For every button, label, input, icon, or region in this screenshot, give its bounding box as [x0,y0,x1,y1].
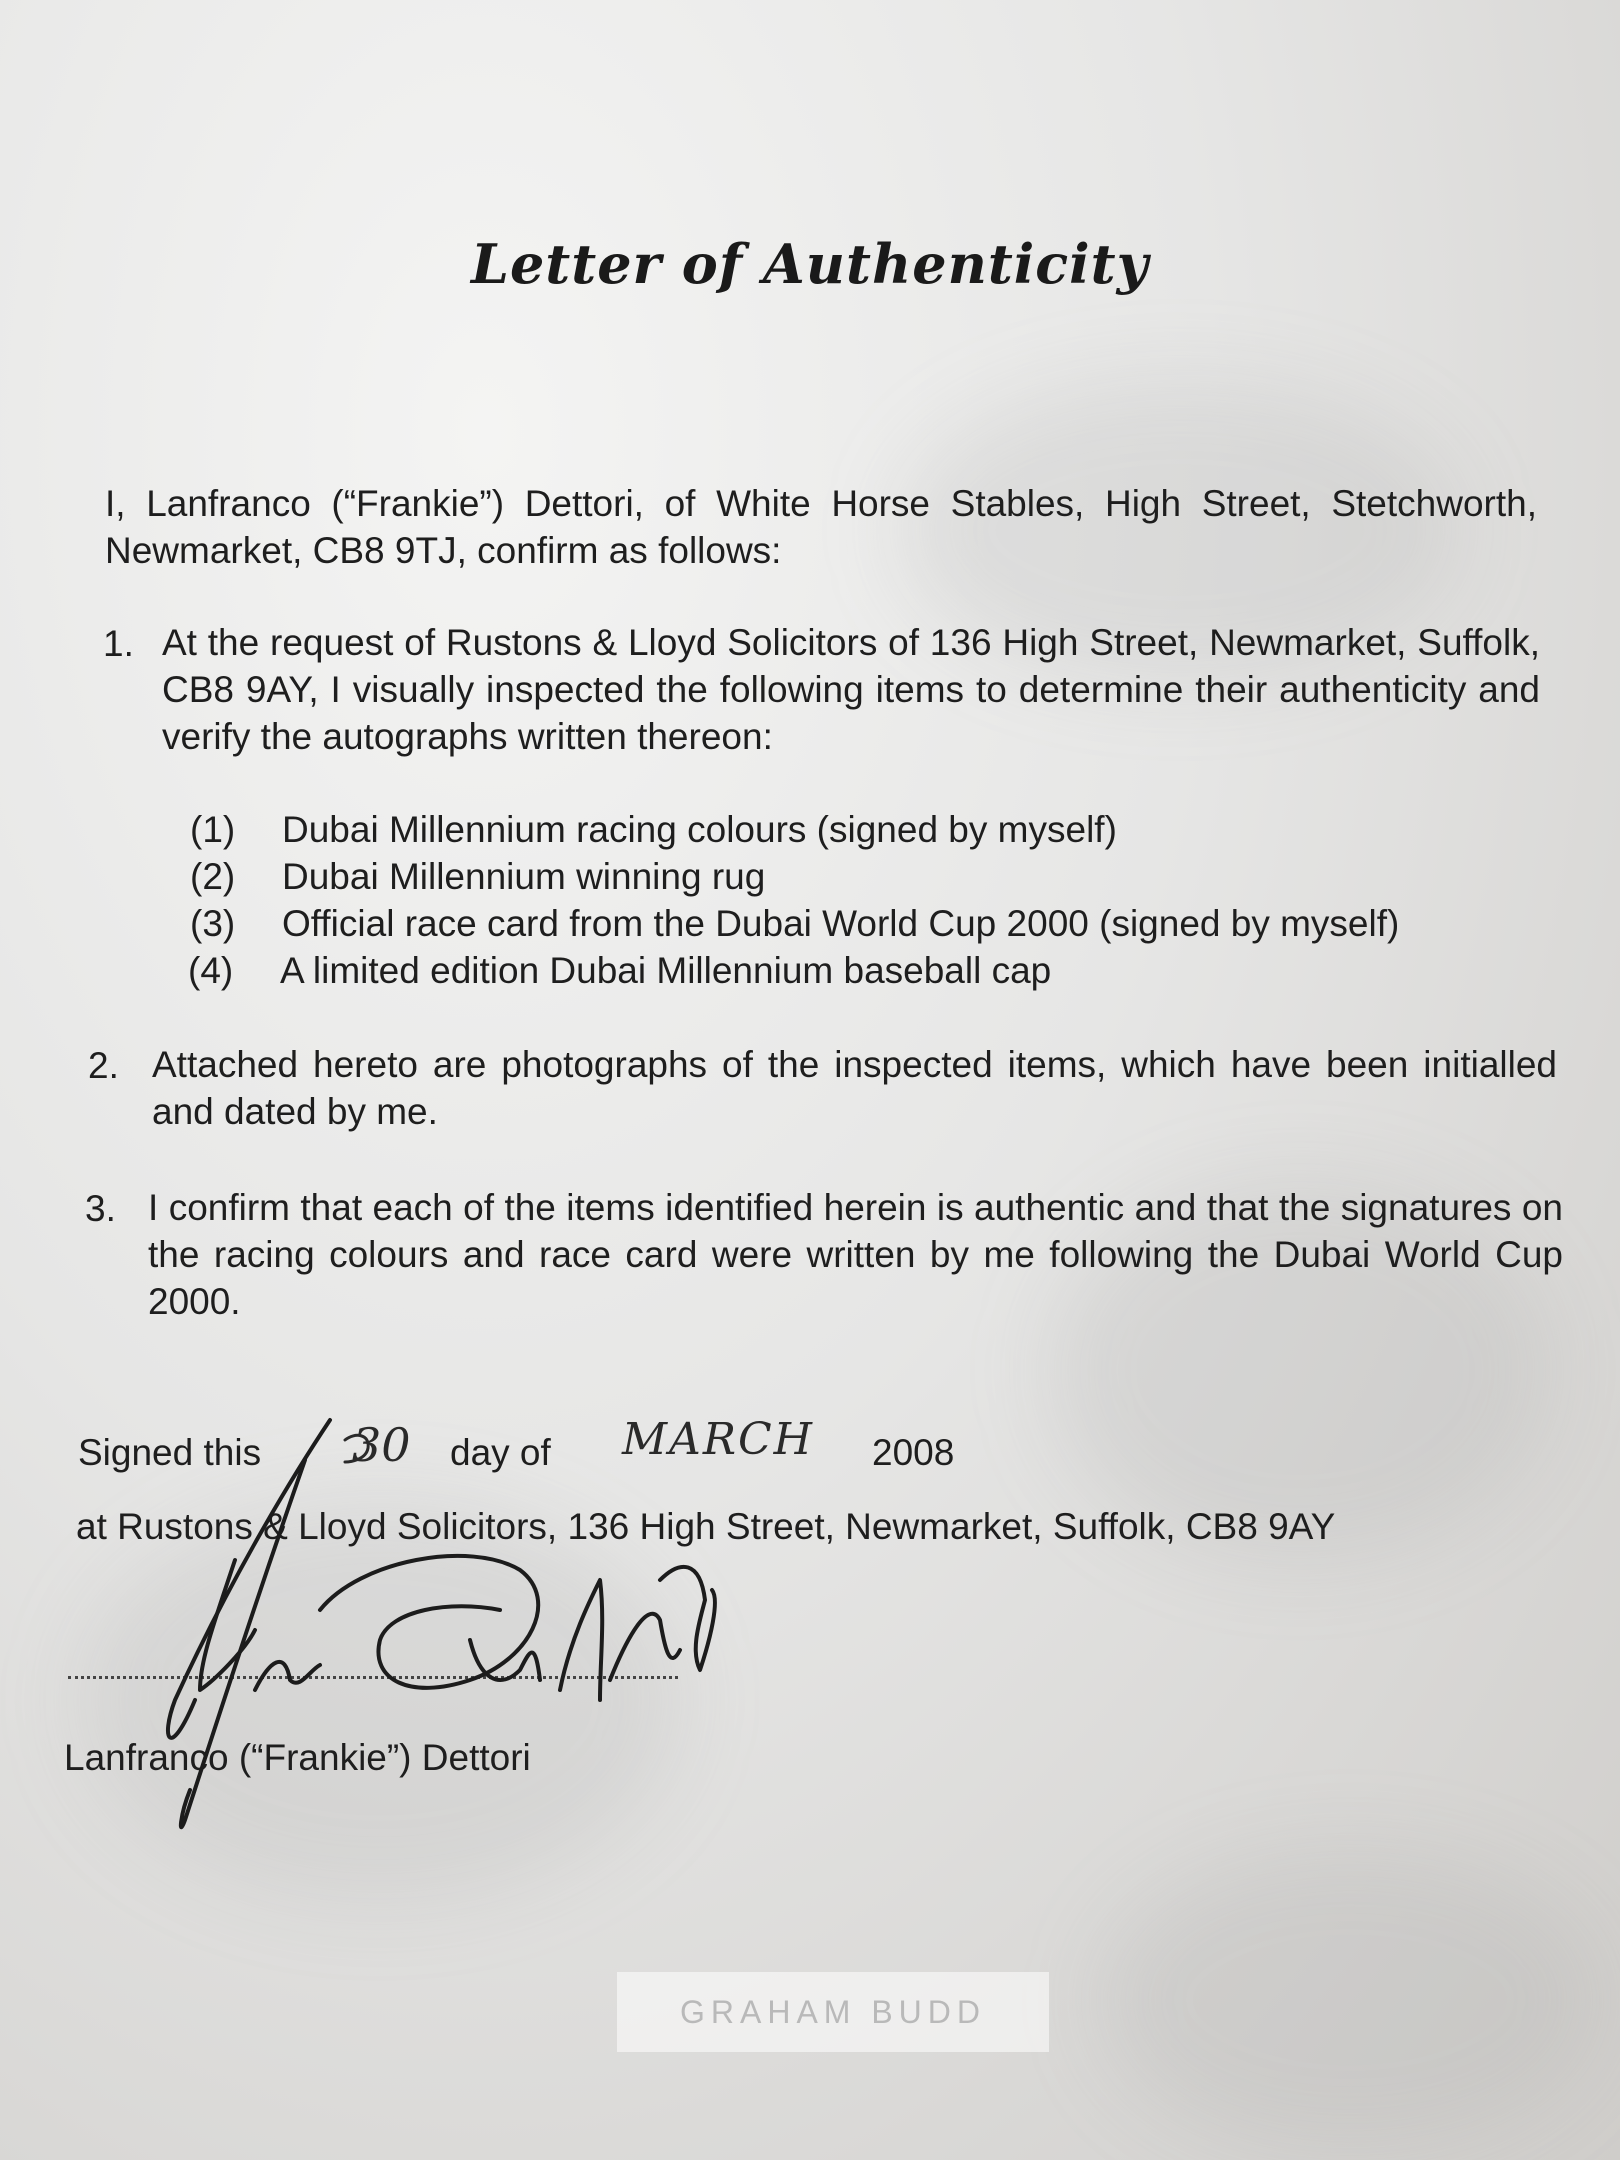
clause-text: Attached hereto are photographs of the inspected items, which have been initialled and dated by me. [152,1044,1557,1132]
list-item-text: A limited edition Dubai Millennium baseball cap [280,950,1052,991]
clause-text: At the request of Rustons & Lloyd Solicitors of 136 High Street, Newmarket, Suffolk, CB8 9AY, I visually inspected the following items to determine their authenticity and verify the autographs written thereon: [162,622,1540,757]
list-item-number: (4) [188,950,234,991]
handwritten-day: 30 [352,1418,411,1472]
signatory-name: Lanfranco (“Frankie”) Dettori [64,1737,531,1778]
list-item-text: Dubai Millennium winning rug [282,856,766,897]
signed-year: 2008 [872,1432,955,1473]
list-item-number: (3) [190,903,236,944]
watermark: GRAHAM BUDD [617,1972,1049,2052]
intro-paragraph: I, Lanfranco (“Frankie”) Dettori, of White Horse Stables, High Street, Stetchworth, Newmarket, CB8 9TJ, confirm as follows: [105,483,1537,571]
document-title: Letter of Authenticity [470,232,1149,296]
signed-prefix: Signed this [78,1432,262,1473]
signed-day-of: day of [450,1432,551,1473]
list-item-number: (2) [190,856,236,897]
clause-number: 1. [103,623,134,664]
list-item-number: (1) [190,809,236,850]
list-item-text: Official race card from the Dubai World Cup 2000 (signed by myself) [282,903,1400,944]
clause-number: 2. [88,1045,119,1086]
signed-location: at Rustons & Lloyd Solicitors, 136 High Street, Newmarket, Suffolk, CB8 9AY [76,1506,1336,1547]
clause-text: I confirm that each of the items identified herein is authentic and that the signatures on the racing colours and race card were written by me following the Dubai World Cup 2000. [148,1187,1563,1322]
list-item-text: Dubai Millennium racing colours (signed by myself) [282,809,1117,850]
clause-number: 3. [85,1188,116,1229]
handwritten-month: MARCH [622,1414,814,1465]
